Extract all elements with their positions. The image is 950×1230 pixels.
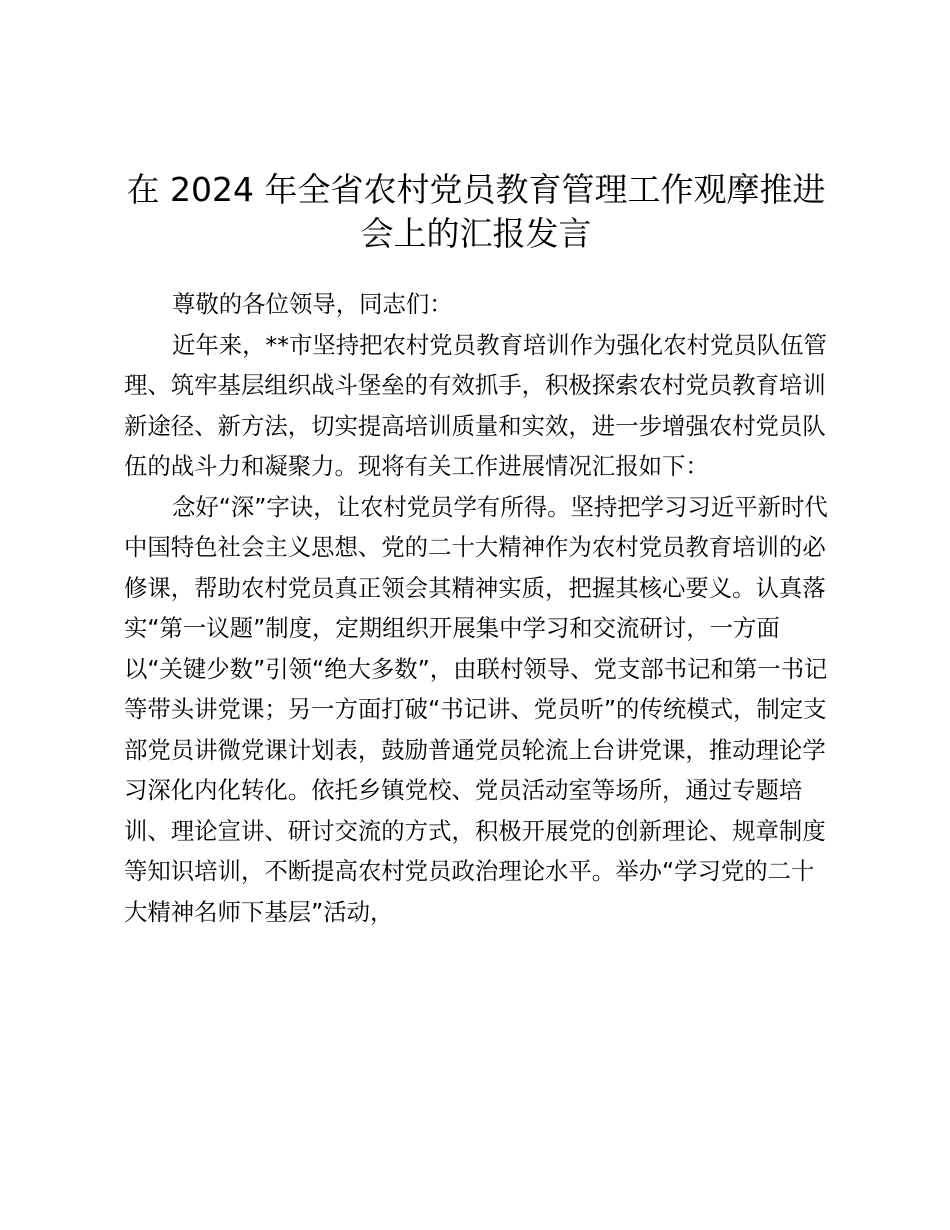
- intro-paragraph: 近年来，**市坚持把农村党员教育培训作为强化农村党员队伍管理、筑牢基层组织战斗堡垒的有效抓手，积极探索农村党员教育培训新途径、新方法，切实提高培训质量和实效，进一步增强农村党员队伍的战斗力和凝聚力。现将有关工作进展情况汇报如下：: [124, 330, 827, 480]
- salutation-paragraph: 尊敬的各位领导，同志们：: [172, 290, 453, 318]
- section-one-paragraph: 念好“深”字诀，让农村党员学有所得。坚持把学习习近平新时代中国特色社会主义思想、党的二十大精神作为农村党员教育培训的必修课，帮助农村党员真正领会其精神实质，把握其核心要义。认真落实“第一议题”制度，定期组织开展集中学习和交流研讨，一方面以“关键少数”引领“绝大多数”，由联村领导、党支部书记和第一书记等带头讲党课；另一方面打破“书记讲、党员听”的传统模式，制定支部党员讲微党课计划表，鼓励普通党员轮流上台讲党课，推动理论学习深化内化转化。依托乡镇党校、党员活动室等场所，通过专题培训、理论宣讲、研讨交流的方式，积极开展党的创新理论、规章制度等知识培训，不断提高农村党员政治理论水平。举办“学习党的二十大精神名师下基层”活动，: [124, 492, 828, 926]
- document-title: 在 2024 年全省农村党员教育管理工作观摩推进会上的汇报发言: [126, 170, 826, 253]
- document-body: [124, 284, 832, 932]
